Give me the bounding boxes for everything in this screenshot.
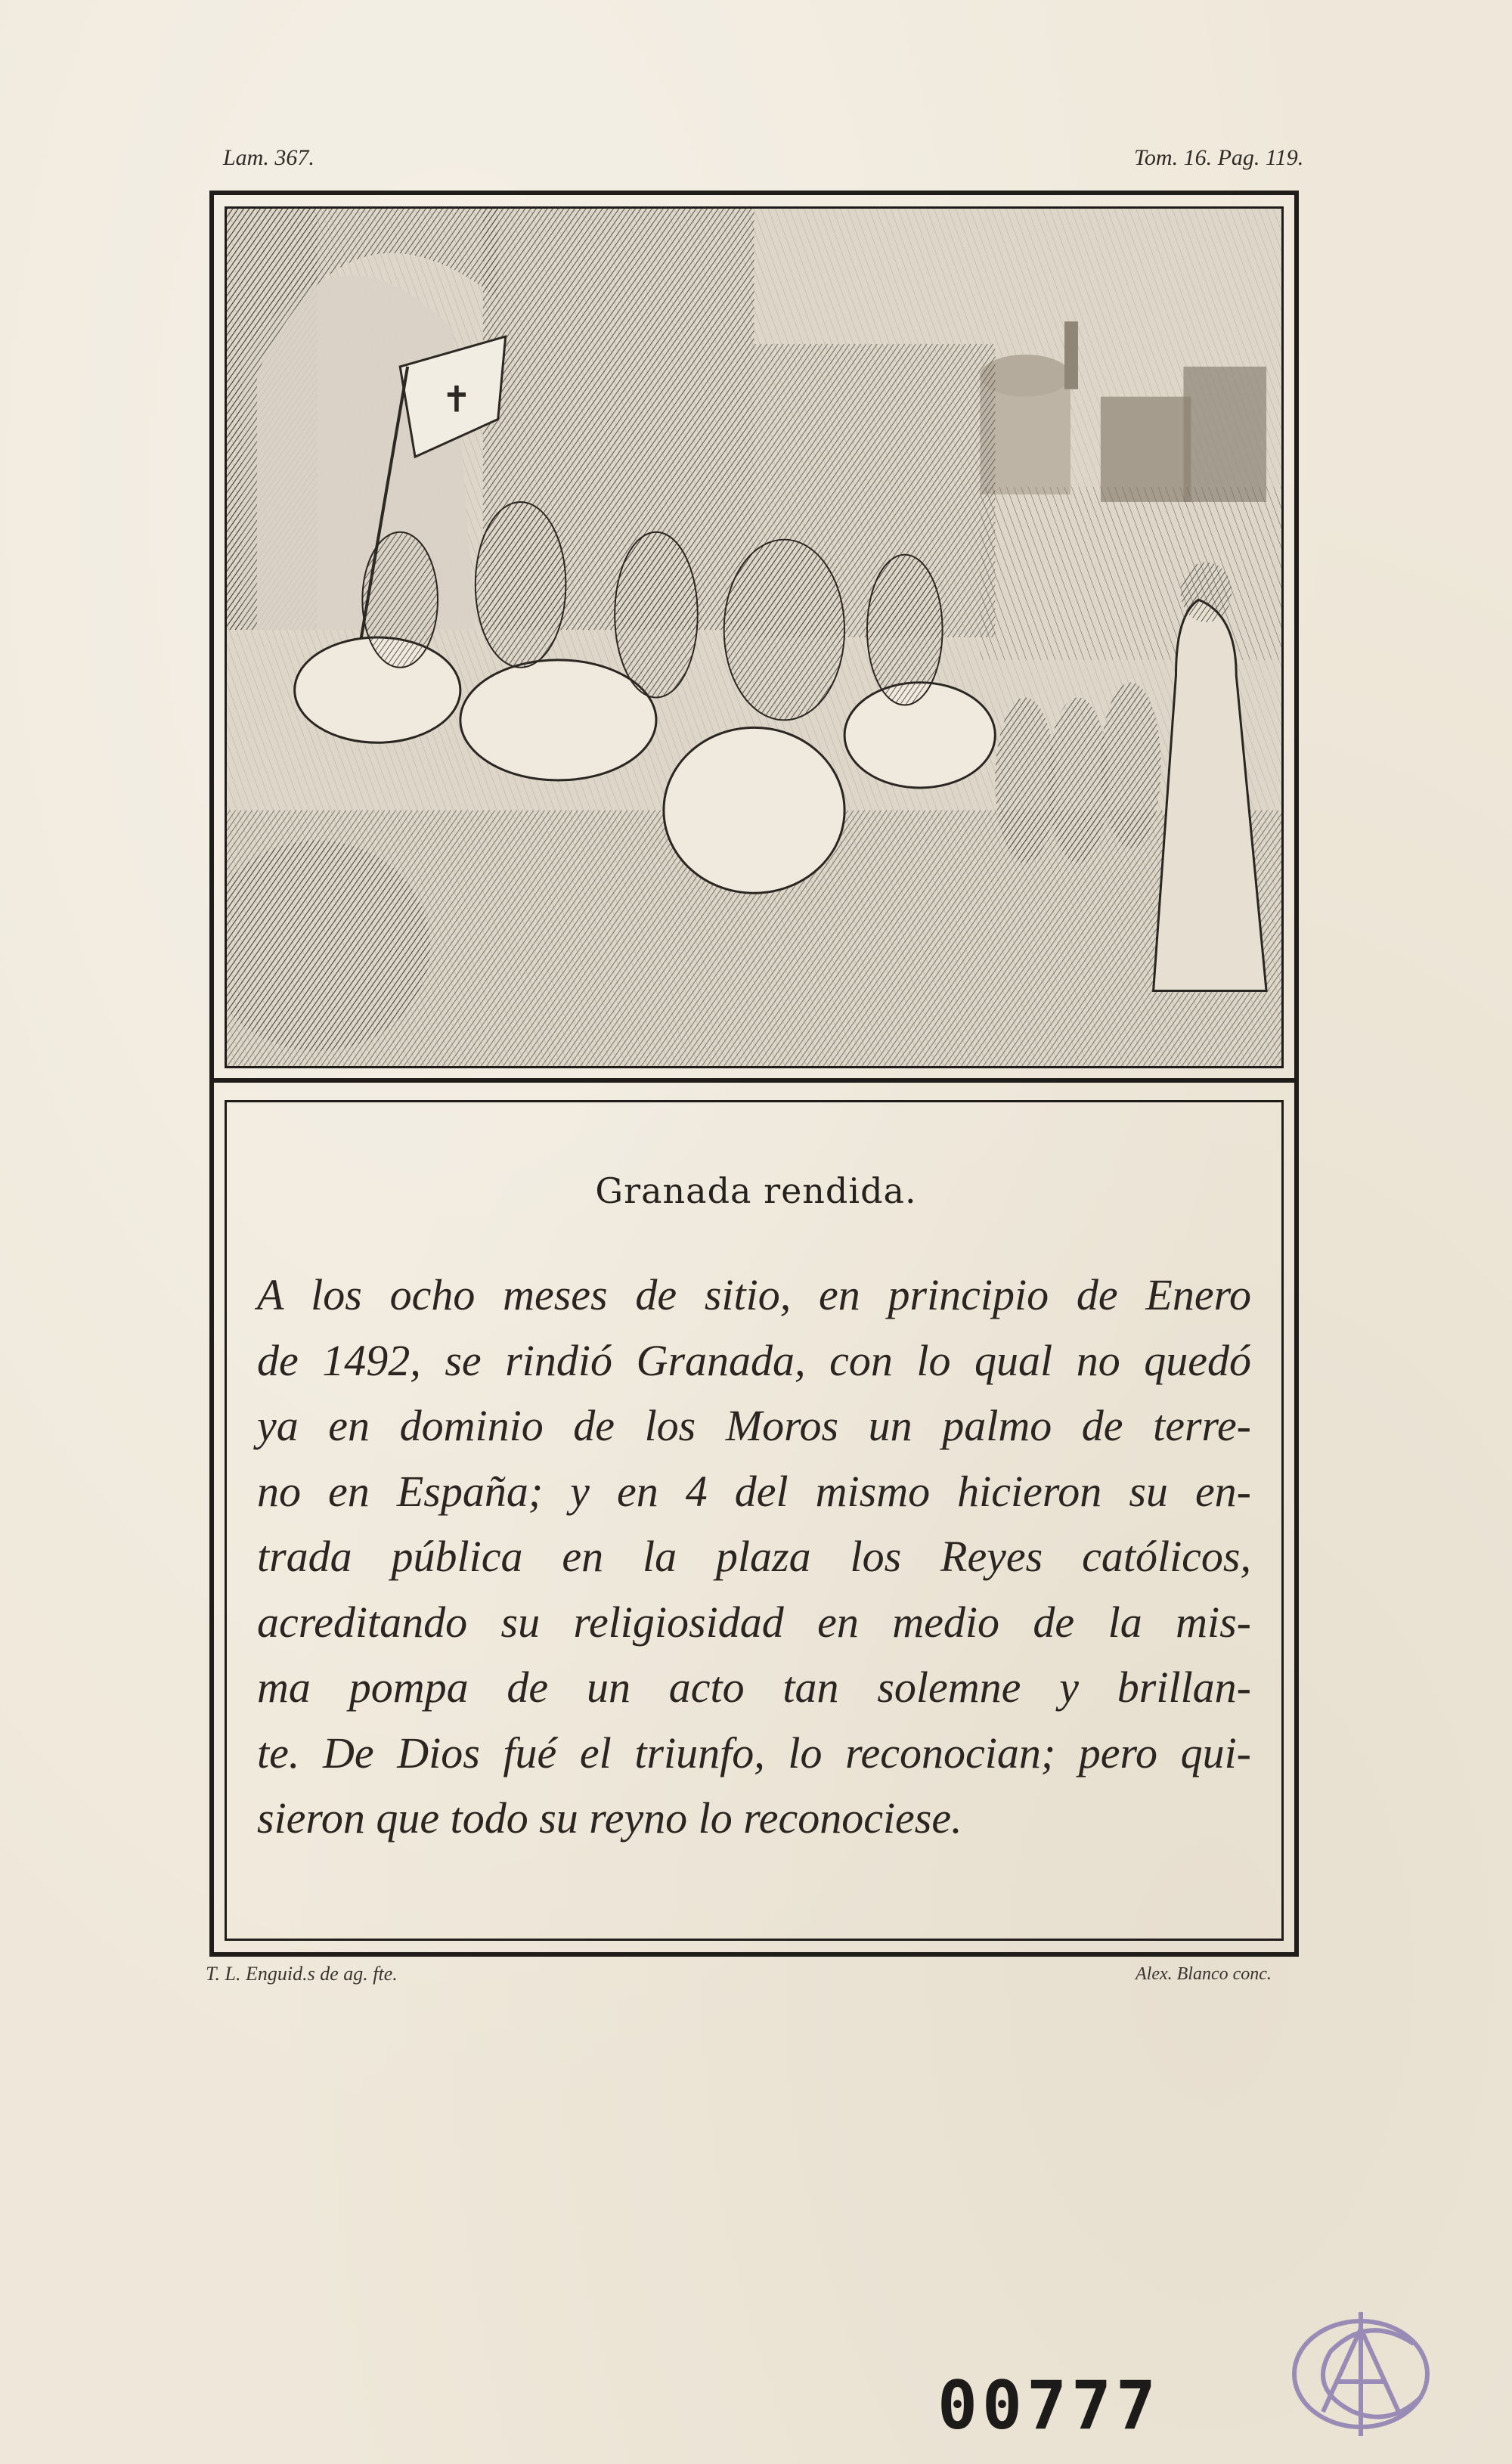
caption-title: Granada rendida.	[595, 1170, 917, 1211]
caption-line: te. De Dios fué el triunfo, lo reconocian; pero qui-	[257, 1728, 1251, 1777]
frame-separator	[209, 1078, 1299, 1083]
caption-body	[257, 1263, 1251, 1852]
caption-line: ya en dominio de los Moros un palmo de terre-	[257, 1401, 1251, 1450]
volume-page-reference: Tom. 16. Pag. 119.	[1134, 145, 1304, 170]
engraving-illustration-icon	[227, 209, 1281, 1066]
engraver-credit: T. L. Enguid.s de ag. fte.	[206, 1963, 398, 1985]
library-monogram-stamp-icon	[1278, 2298, 1444, 2450]
svg-text:✝: ✝	[441, 379, 472, 421]
caption-line: A los ocho meses de sitio, en principio de Enero	[257, 1270, 1251, 1319]
caption-line: acreditando su religiosidad en medio de la mis-	[257, 1597, 1251, 1647]
caption-line: sieron que todo su reyno lo reconociese.	[257, 1793, 962, 1843]
caption-line: de 1492, se rindió Granada, con lo qual no quedó	[257, 1335, 1251, 1385]
inventory-number: 00777	[937, 2366, 1160, 2444]
engraving-illustration	[225, 206, 1284, 1068]
plate-number: Lam. 367.	[223, 145, 314, 170]
caption-line: ma pompa de un acto tan solemne y brillan-	[257, 1663, 1251, 1712]
caption-line: no en España; y en 4 del mismo hicieron su en-	[257, 1466, 1251, 1516]
caption-line: trada pública en la plaza los Reyes católicos,	[257, 1532, 1251, 1581]
director-credit: Alex. Blanco conc.	[1136, 1964, 1272, 1984]
